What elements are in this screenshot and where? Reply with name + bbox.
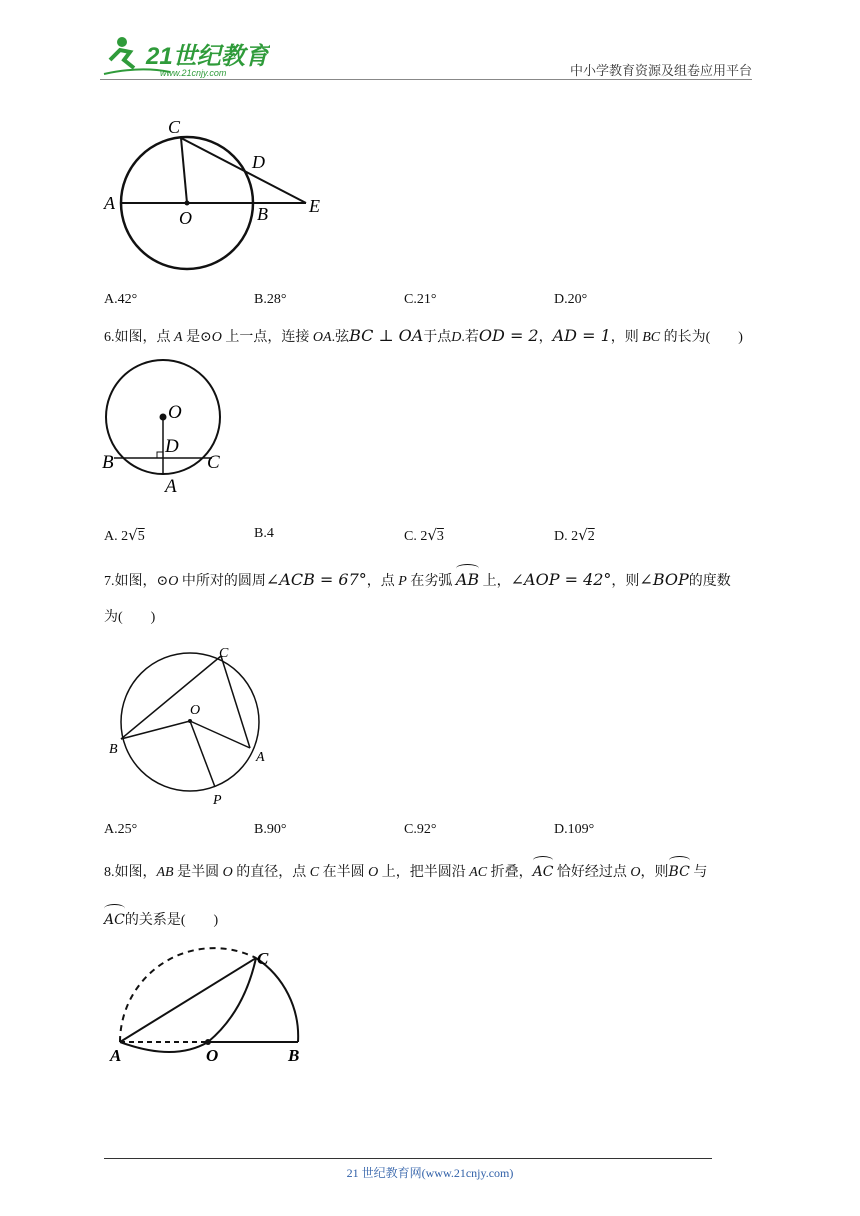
q5-option-b: B.28° xyxy=(254,292,287,307)
label-c: C xyxy=(168,117,181,137)
q7-option-d: D.109° xyxy=(554,822,595,837)
label-e: E xyxy=(309,196,320,216)
q6-option-b xyxy=(254,526,274,542)
q6-text: .弦 xyxy=(331,330,350,345)
q8-var: C xyxy=(309,865,320,880)
q8-arc-ac-2: AC xyxy=(104,912,125,928)
label-c: C xyxy=(207,452,220,473)
q8-var: O xyxy=(630,865,641,880)
q6-text: ， xyxy=(538,330,553,345)
q6-math: AD = 1 xyxy=(552,326,611,345)
figure-q8 xyxy=(104,942,324,1072)
q7-stem-cont: 为( ) xyxy=(104,610,156,625)
q5-option-d: D.20° xyxy=(554,292,588,307)
label-b: B xyxy=(109,742,118,757)
q6-var: O xyxy=(211,330,222,345)
q6-text: 上一点，连接 xyxy=(225,330,310,345)
q7-text: 中所对的圆周 xyxy=(181,574,266,589)
q8-var: O xyxy=(222,865,233,880)
label-d: D xyxy=(165,436,179,457)
q6-option-d-text: D. 2 xyxy=(554,529,579,544)
figure-q6 xyxy=(100,356,240,496)
q8-number: 8. xyxy=(104,865,115,880)
footer-divider xyxy=(104,1158,712,1159)
q8-text: 在半圆 xyxy=(322,865,365,880)
label-b: B xyxy=(288,1046,300,1065)
q8-var: AB xyxy=(156,865,174,880)
label-o: O xyxy=(206,1046,219,1065)
q6-var: D xyxy=(451,330,462,345)
logo-text: 21世纪教育 xyxy=(146,43,269,70)
q7-option-c: C.92° xyxy=(404,822,437,837)
q8-text: 与 xyxy=(693,865,708,880)
q6-option-c-radicand: 3 xyxy=(436,529,444,544)
q8-text: 如图， xyxy=(114,865,157,880)
label-o: O xyxy=(179,208,192,228)
q6-stem xyxy=(104,326,764,348)
q6-var: BC xyxy=(642,330,661,345)
label-o: O xyxy=(168,402,182,423)
q6-text: 如图，点 xyxy=(114,330,171,345)
q6-text: ，则 xyxy=(610,330,639,345)
q7-text: 的度数 xyxy=(688,574,731,589)
q7-option-b: B.90° xyxy=(254,822,287,837)
q5-option-a: A.42° xyxy=(104,292,138,307)
label-b: B xyxy=(257,204,268,224)
q7-option-a: A.25° xyxy=(104,822,138,837)
q6-text: 于点 xyxy=(423,330,452,345)
q8-var: AC xyxy=(469,865,488,880)
q6-var: OA xyxy=(312,330,332,345)
q6-option-c-text: C. 2 xyxy=(404,529,428,544)
figure-q5 xyxy=(100,112,340,282)
q6-option-a-radicand: 5 xyxy=(137,529,145,544)
q6-text: 的长为( ) xyxy=(663,330,743,345)
q7-text: ，点 xyxy=(366,574,395,589)
q7-var: P xyxy=(398,574,407,589)
label-a: A xyxy=(110,1046,122,1065)
q7-text: 如图，⊙ xyxy=(114,574,169,589)
q7-math: ∠ACB = 67° xyxy=(265,570,367,589)
label-o: O xyxy=(190,703,201,718)
label-a: A xyxy=(165,476,177,496)
q6-text: .若 xyxy=(461,330,479,345)
q6-number: 6. xyxy=(104,330,115,345)
label-d: D xyxy=(252,152,265,172)
q8-arc-ac: AC xyxy=(532,864,554,880)
q6-option-a: A. 2√5 xyxy=(104,526,145,544)
q8-stem xyxy=(104,862,764,883)
q7-stem xyxy=(104,570,764,592)
q7-number: 7. xyxy=(104,574,115,589)
q6-math: BC ⊥ OA xyxy=(349,326,424,345)
logo xyxy=(100,30,270,80)
q8-text: 上，把半圆沿 xyxy=(381,865,466,880)
q8-text: 折叠， xyxy=(490,865,533,880)
q8-var: O xyxy=(368,865,379,880)
q7-var: O xyxy=(168,574,179,589)
q6-text: 是⊙ xyxy=(186,330,212,345)
q8-text: 的直径，点 xyxy=(236,865,307,880)
footer-text: 21 世纪教育网(www.21cnjy.com) xyxy=(346,1166,514,1180)
q8-text: 恰好经过点 xyxy=(556,865,627,880)
q8-stem-cont xyxy=(104,910,218,931)
q7-text: ，则 xyxy=(611,574,640,589)
label-c: C xyxy=(219,646,229,661)
label-b: B xyxy=(102,452,114,473)
q8-text: 的关系是( ) xyxy=(124,913,219,928)
q7-text: 在劣弧 xyxy=(410,574,453,589)
figure-q7 xyxy=(104,642,274,812)
q6-math: OD = 2 xyxy=(478,326,539,345)
q6-option-d-radicand: 2 xyxy=(587,529,595,544)
q8-text: 是半圆 xyxy=(177,865,220,880)
q8-arc-bc: BC xyxy=(668,864,690,880)
q5-option-c: C.21° xyxy=(404,292,437,307)
q6-option-c: C. 2√3 xyxy=(404,526,444,544)
header-divider xyxy=(100,79,752,80)
q8-text: ，则 xyxy=(640,865,669,880)
q7-arc-ab: AB xyxy=(455,570,480,589)
header-subtitle: 中小学教育资源及组卷应用平台 xyxy=(569,63,752,78)
q6-option-d: D. 2√2 xyxy=(554,526,595,544)
label-a: A xyxy=(256,750,265,765)
q7-text: 上， xyxy=(482,574,511,589)
logo-url: www.21cnjy.com xyxy=(160,68,227,78)
q6-option-a-text: A. 2 xyxy=(104,529,129,544)
label-c: C xyxy=(257,949,269,968)
q6-var: A xyxy=(174,330,183,345)
label-p: P xyxy=(213,793,222,808)
q7-math: ∠BOP xyxy=(639,570,689,589)
q6-option-b-text: B.4 xyxy=(254,526,274,541)
q7-math: ∠AOP = 42° xyxy=(510,570,612,589)
label-a: A xyxy=(104,193,115,213)
